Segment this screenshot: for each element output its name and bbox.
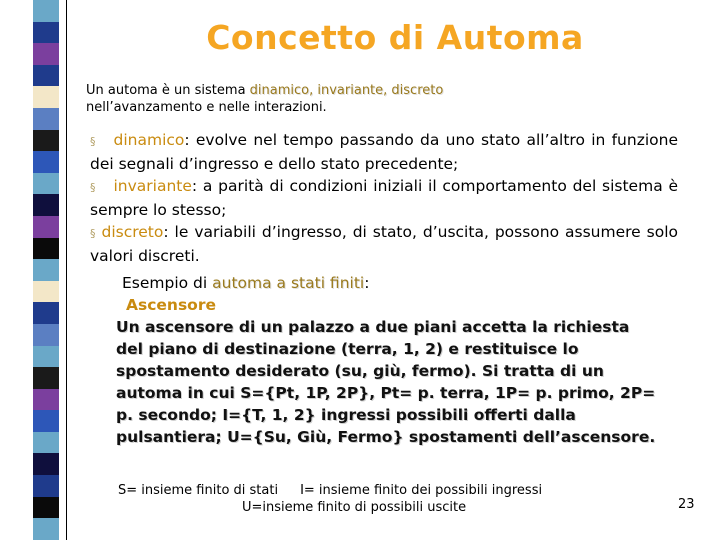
bullet-marker-icon: § [90,227,96,240]
stripe-block [33,410,59,432]
example-heading [122,272,656,294]
stripe-block [33,108,59,130]
property-bullet-list [90,129,678,267]
stripe-block [33,130,59,152]
bullet-marker-icon: § [90,135,96,148]
def-outputs: U=insieme finito di possibili uscite [242,500,467,515]
slide-title: Concetto di Automa [206,18,584,57]
stripe-block [33,453,59,475]
stripe-block [33,346,59,368]
def-states: S= insieme finito di stati [118,483,279,498]
decorative-color-stripe [33,0,59,540]
vertical-divider-line [66,0,67,540]
stripe-block [33,302,59,324]
stripe-block [33,324,59,346]
stripe-block [33,281,59,303]
stripe-block [33,86,59,108]
stripe-block [33,43,59,65]
intro-text [86,82,686,116]
stripe-block [33,22,59,44]
stripe-block [33,173,59,195]
bullet-keyword-invariante: invariante [113,177,192,195]
page-number: 23 [678,497,695,512]
stripe-block [33,65,59,87]
definitions-line1 [118,482,658,499]
stripe-block [33,259,59,281]
stripe-block [33,432,59,454]
example-intro-text: Esempio di [122,274,213,292]
def-inputs: I= insieme finito dei possibili ingressi [300,483,543,498]
stripe-block [33,194,59,216]
example-intro-colon: : [364,274,370,292]
bullet-text-dinamico: : evolve nel tempo passando da uno stato all’altro in funzione dei segnali d’ingresso e dello stato precedente; [90,131,678,173]
intro-line2-text: nell’avanzamento e nelle interazioni. [86,100,327,115]
bullet-text-invariante: : a parità di condizioni iniziali il comportamento del sistema è sempre lo stesso; [90,177,678,219]
stripe-block [33,389,59,411]
definitions-footer [118,482,658,516]
stripe-block [33,0,59,22]
example-highlight: automa a stati finiti [212,274,365,292]
bullet-text-discreto: : le variabili d’ingresso, di stato, d’uscita, possono assumere solo valori discreti. [90,223,678,265]
stripe-block [33,475,59,497]
bullet-keyword-dinamico: dinamico [113,131,185,149]
stripe-block [33,238,59,260]
stripe-block [33,367,59,389]
stripe-block [33,518,59,540]
stripe-block [33,497,59,519]
example-body: Un ascensore di un palazzo a due piani accetta la richiesta del piano di destinazione (terra, 1, 2) e restituisce lo spostamento desiderato (su, giù, fermo). Si tratta di un automa in cui S={Pt, 1P, 2P}, Pt= p. terra, 1P= p. primo, 2P= p. secondo; I={T, 1, 2} ingressi possibili offerti dalla pulsantiera; U={Su, Giù, Fermo} spostamenti dell’ascensore. [116,318,656,446]
example-section [116,272,656,448]
stripe-block [33,151,59,173]
intro-line1-text: Un automa è un sistema [86,83,250,98]
bullet-marker-icon: § [90,181,96,194]
example-subtitle: Ascensore [126,296,216,314]
bullet-keyword-discreto: discreto [101,223,164,241]
stripe-block [33,216,59,238]
intro-highlight: dinamico, invariante, discreto [249,83,444,98]
